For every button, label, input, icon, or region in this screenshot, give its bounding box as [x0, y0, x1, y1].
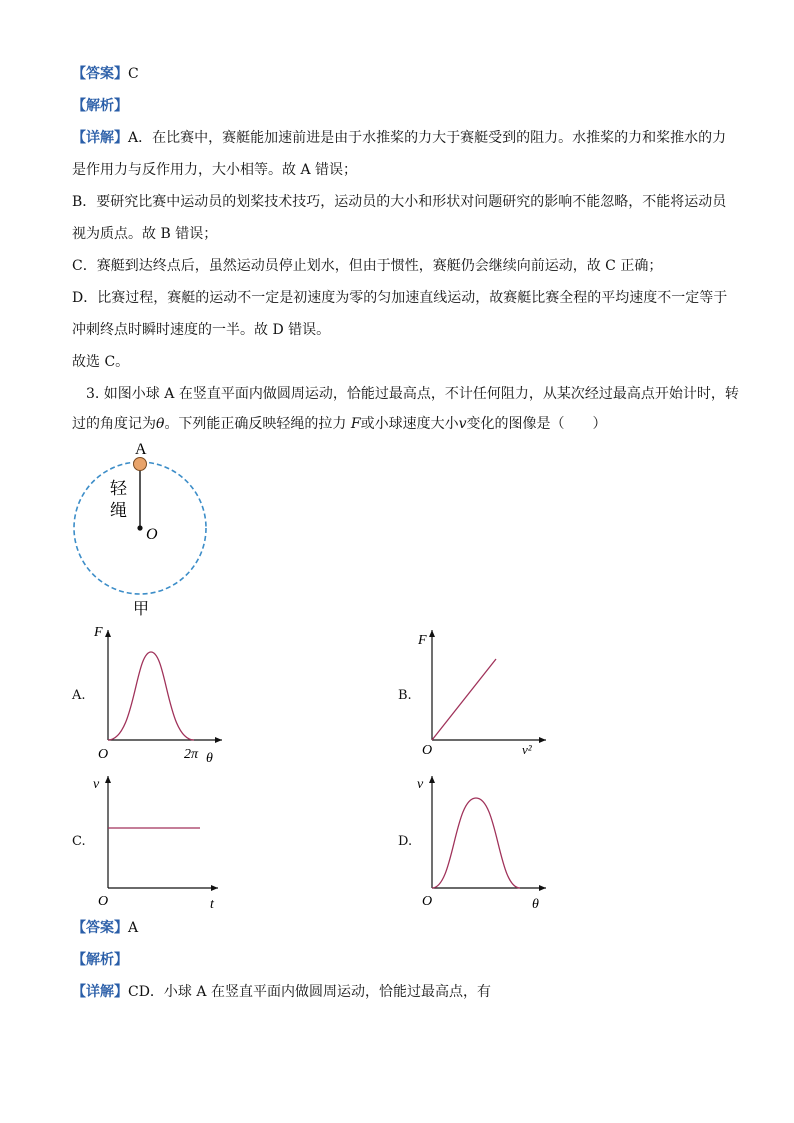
center-point: [137, 525, 142, 530]
answer-value: C: [128, 66, 139, 82]
option-b-y-axis: F: [418, 633, 427, 648]
detail-line-1: [72, 128, 726, 148]
option-d-origin: O: [422, 894, 433, 909]
q3-analysis-line: [72, 950, 128, 970]
option-a-label: A.: [72, 688, 86, 703]
option-a-tick: 2π: [184, 747, 199, 762]
detail-line-7: 冲刺终点时瞬时速度的一半。故 D 错误。: [72, 322, 331, 338]
circle-motion-figure: [60, 436, 230, 626]
ball-a: [134, 458, 147, 471]
force-symbol: F: [350, 416, 361, 432]
question-3-line-1: 3. 如图小球 A 在竖直平面内做圆周运动，恰能过最高点，不计任何阻力，从某次经过最高点开始计时，转: [86, 386, 739, 402]
answer-tag: 【答案】: [72, 66, 128, 82]
detail-line-8: 故选 C。: [72, 354, 130, 370]
option-d-graph: [414, 768, 554, 913]
ball-label: A: [135, 441, 147, 458]
option-d-curve: [432, 798, 520, 888]
option-a-x-axis: θ: [206, 751, 213, 766]
analysis-tag: 【解析】: [72, 98, 128, 114]
option-b-graph: [414, 622, 554, 767]
detail-line-6: D．比赛过程，赛艇的运动不一定是初速度为零的匀加速直线运动，故赛艇比赛全程的平均速度不一定等于: [72, 290, 728, 306]
option-c-x-axis: t: [210, 897, 214, 912]
detail-line-3: B．要研究比赛中运动员的划桨技术技巧，运动员的大小和形状对问题研究的影响不能忽略，不能将运动员: [72, 194, 727, 210]
q3-answer-line: [72, 918, 138, 938]
option-a-curve: [108, 652, 194, 740]
q3-detail-text: CD．小球 A 在竖直平面内做圆周运动，恰能过最高点，有: [128, 984, 491, 1000]
theta-symbol: θ: [156, 416, 165, 432]
q3-detail-tag: 【详解】: [72, 984, 128, 1000]
option-c-graph: [90, 768, 230, 913]
option-c-label: C.: [72, 834, 86, 849]
q3-detail-line: [72, 982, 491, 1002]
option-d-y-axis: v: [417, 777, 424, 792]
q3-answer-tag: 【答案】: [72, 920, 128, 936]
option-a-graph: [90, 622, 230, 767]
figure-caption: 甲: [133, 601, 150, 618]
option-b-curve: [432, 659, 496, 740]
option-d-label: D.: [398, 834, 413, 849]
rope-label-2: 绳: [110, 501, 127, 520]
velocity-symbol: v: [458, 416, 467, 432]
q3-answer-value: A: [128, 920, 139, 936]
option-c-origin: O: [98, 894, 109, 909]
option-b-origin: O: [422, 743, 433, 758]
question-3-line-2: 过的角度记为θ。下列能正确反映轻绳的拉力 F或小球速度大小v变化的图像是（ ）: [72, 416, 607, 432]
option-d-x-axis: θ: [532, 897, 539, 912]
option-b-x-axis: v²: [522, 742, 532, 757]
rope-label-1: 轻: [110, 479, 127, 498]
q3-analysis-tag: 【解析】: [72, 952, 128, 968]
option-c-y-axis: v: [93, 777, 100, 792]
option-a-y-axis: F: [94, 625, 103, 640]
answer-line: [72, 64, 139, 84]
detail-text: A．在比赛中，赛艇能加速前进是由于水推桨的力大于赛艇受到的阻力。水推桨的力和桨推水的力: [128, 130, 727, 146]
analysis-line: [72, 96, 128, 116]
detail-line-2: 是作用力与反作用力，大小相等。故 A 错误；: [72, 162, 358, 178]
detail-tag: 【详解】: [72, 130, 128, 146]
option-b-label: B.: [398, 688, 412, 703]
option-a-origin: O: [98, 747, 109, 762]
center-label: O: [146, 526, 158, 543]
detail-line-4: 视为质点。故 B 错误；: [72, 226, 218, 242]
detail-line-5: C．赛艇到达终点后，虽然运动员停止划水，但由于惯性，赛艇仍会继续向前运动，故 C 正确；: [72, 258, 663, 274]
